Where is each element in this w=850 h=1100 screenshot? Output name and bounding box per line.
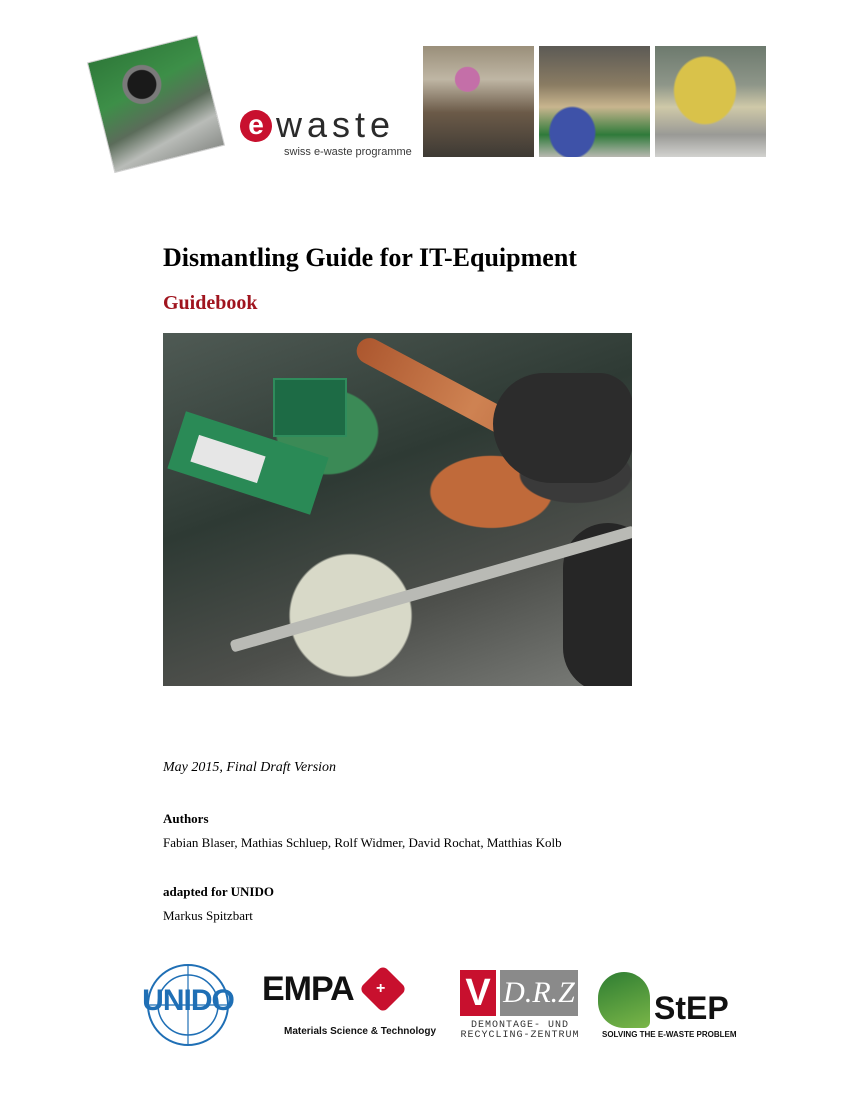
adapted-by: Markus Spitzbart bbox=[163, 908, 253, 923]
drz-name: D.R.Z bbox=[500, 970, 578, 1016]
step-name: StEP bbox=[654, 990, 729, 1026]
empa-cross-icon: + bbox=[376, 980, 386, 997]
document-title: Dismantling Guide for IT-Equipment bbox=[163, 243, 577, 272]
header-photo-shredder bbox=[88, 36, 224, 172]
drz-logo bbox=[460, 970, 580, 1040]
photo-chip bbox=[273, 378, 347, 437]
drz-line-1: DEMONTAGE- UND bbox=[470, 1020, 569, 1031]
step-arrow-icon bbox=[598, 972, 650, 1028]
empa-subtitle: Materials Science & Technology bbox=[284, 1026, 437, 1037]
photo-glove bbox=[493, 373, 632, 483]
unido-text: UNIDO bbox=[142, 984, 234, 1017]
drz-mark: V bbox=[460, 970, 496, 1016]
ewaste-logo-subtitle: swiss e-waste programme bbox=[284, 146, 412, 158]
document-subtitle: Guidebook bbox=[163, 292, 258, 314]
drz-line-2: RECYCLING-ZENTRUM bbox=[460, 1030, 580, 1041]
authors-heading: Authors bbox=[163, 811, 209, 826]
header-photo-workers bbox=[423, 46, 534, 157]
unido-logo bbox=[140, 962, 236, 1048]
header-photo-dismantling bbox=[539, 46, 650, 157]
main-photo-laptop-dismantling bbox=[163, 333, 632, 686]
empa-name: EMPA bbox=[262, 970, 354, 1008]
ewaste-logo bbox=[240, 104, 415, 162]
ewaste-logo-word: waste bbox=[276, 104, 396, 145]
header-photo-car-monitors bbox=[655, 46, 766, 157]
empa-logo bbox=[262, 970, 442, 1042]
ewaste-logo-mark: e bbox=[240, 110, 272, 142]
step-logo bbox=[598, 972, 748, 1042]
adapted-heading: adapted for UNIDO bbox=[163, 884, 274, 899]
document-date: May 2015, Final Draft Version bbox=[163, 760, 337, 775]
authors-list: Fabian Blaser, Mathias Schluep, Rolf Widmer, David Rochat, Matthias Kolb bbox=[163, 835, 562, 850]
step-subtitle: SOLVING THE E-WASTE PROBLEM bbox=[602, 1030, 737, 1039]
